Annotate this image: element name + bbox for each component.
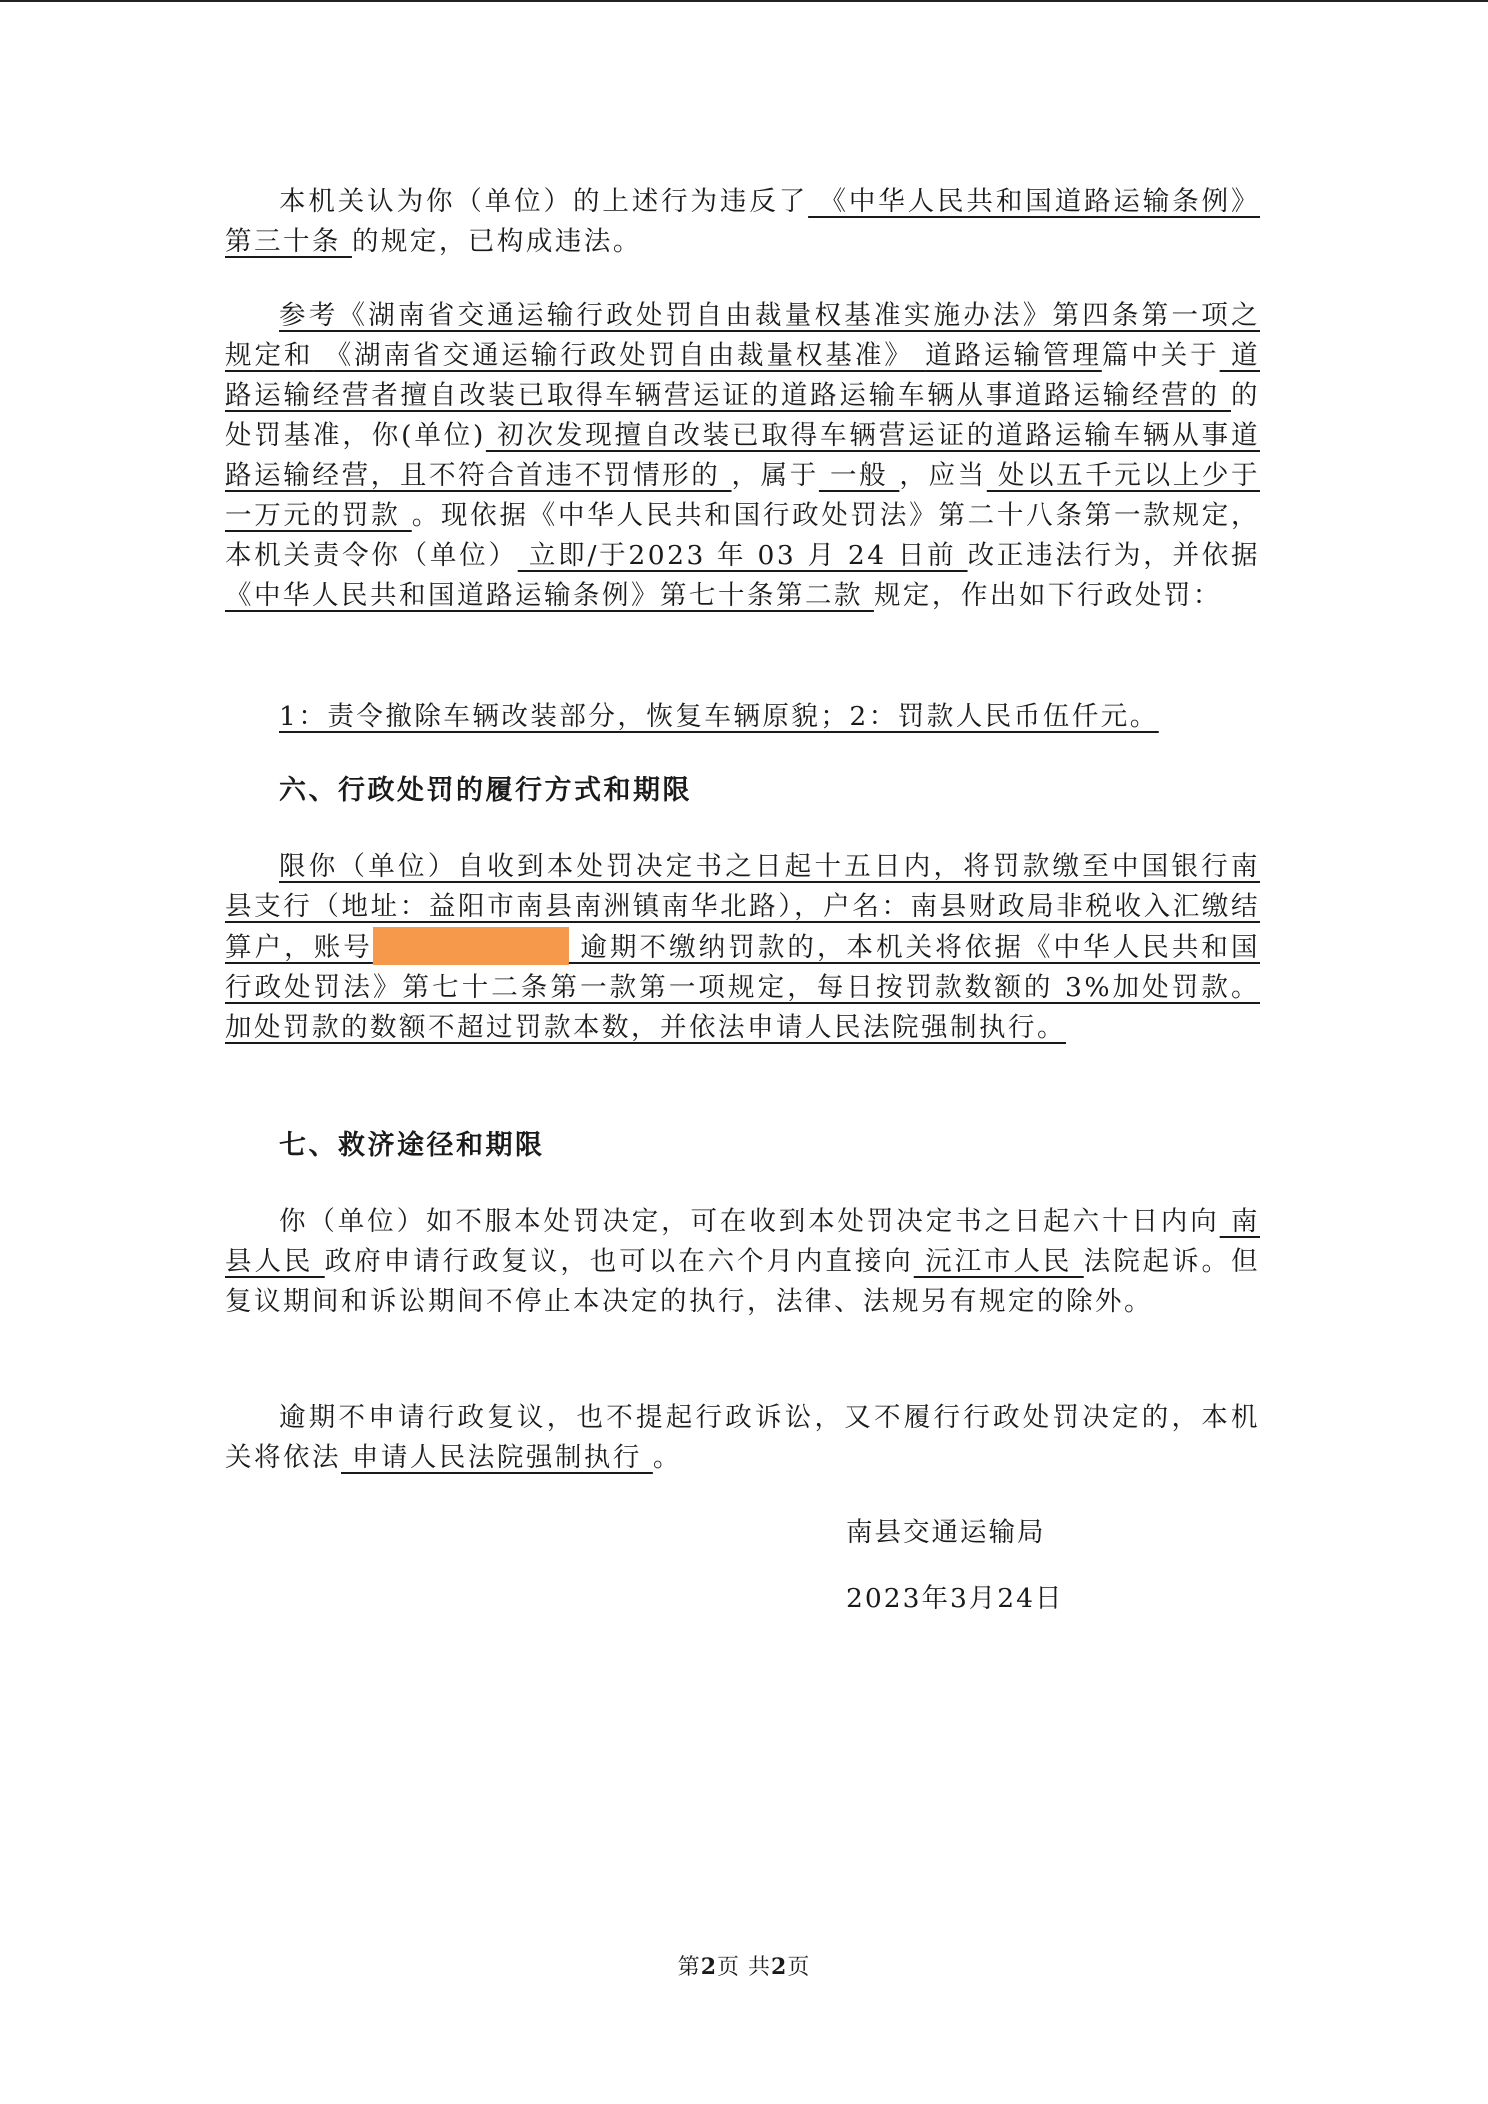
penalty-decision <box>225 697 1260 737</box>
issue-date: 2023年3月24日 <box>846 1583 1064 1614</box>
penalty-basis-paragraph <box>225 296 1260 616</box>
page-top-border <box>0 0 1488 2</box>
discretion-standard: 《湖南省交通运输行政处罚自由裁量权基准》 <box>313 340 926 371</box>
penalty-law: 《中华人民共和国道路运输条例》第七十条第二款 <box>225 580 874 611</box>
text: 政府申请行政复议，也可以在六个月内直接向 <box>324 1246 914 1277</box>
section-heading-remedy: 七、救济途径和期限 <box>279 1130 545 1161</box>
text: 篇中关于 <box>1101 340 1220 371</box>
section-heading-execution: 六、行政处罚的履行方式和期限 <box>279 775 692 806</box>
remedy-paragraph <box>225 1202 1260 1322</box>
late-payment-clause: 逾期不缴纳罚款的，本机关将依据《中华人民共和国行政处罚法》第七十二条第一款第一项规定，每日按罚款数额的 3%加处罚款。加处罚款的数额不超过罚款本数，并依法申请人民法院强制执行。 <box>225 932 1260 1043</box>
violation-item: 道路运输经营者擅自改装已取得车辆营运证的道路运输车辆从事道路运输经营的 <box>225 340 1260 411</box>
text: 规定，作出如下行政处罚： <box>873 580 1222 611</box>
correction-deadline: 立即/于2023 年 03 月 24 日前 <box>517 540 968 571</box>
enforcement-action: 申请人民法院强制执行 <box>341 1442 653 1473</box>
court-name: 沅江市人民 <box>913 1246 1084 1277</box>
issuing-authority: 南县交通运输局 <box>846 1517 1046 1548</box>
text: 。现依据《中华人民共和国行政处罚法》第二十八条第一款规定，本机关责令你（单位） <box>225 500 1260 571</box>
decision-text: 1：责令撤除车辆改装部分，恢复车辆原貌；2：罚款人民币伍仟元。 <box>279 701 1159 732</box>
text: ，应当 <box>899 460 987 491</box>
circumstance: 初次发现擅自改装已取得车辆营运证的道路运输车辆从事道路运输经营，且不符合首违不罚情形的 <box>225 420 1260 491</box>
account-number-redaction <box>373 927 569 965</box>
review-authority: 南县人民 <box>225 1206 1260 1277</box>
text: 第 <box>677 1955 701 1980</box>
violated-law: 《中华人民共和国道路运输条例》第三十条 <box>225 186 1260 257</box>
payment-instructions: 限你（单位）自收到本处罚决定书之日起十五日内，将罚款缴至中国银行南县支行（地址：益阳市南县南洲镇南华北路），户名：南县财政局非税收入汇缴结算户，账号 <box>225 851 1260 963</box>
chapter: 道路运输管理 <box>925 340 1102 371</box>
text: 页 共 <box>717 1955 771 1980</box>
text: 的规定，已构成违法。 <box>351 226 642 257</box>
payment-paragraph <box>225 847 1260 1048</box>
text: 改正违法行为，并依据 <box>967 540 1261 571</box>
text: 本机关认为你（单位）的上述行为违反了 <box>279 186 809 217</box>
text: ，属于 <box>731 460 819 491</box>
page-number <box>0 1952 1488 1983</box>
current-page: 2 <box>700 1954 717 1980</box>
text: 你（单位）如不服本处罚决定，可在收到本处罚决定书之日起六十日内向 <box>279 1206 1220 1237</box>
enforcement-paragraph <box>225 1398 1260 1478</box>
total-pages: 2 <box>771 1954 788 1980</box>
text: 逾期不申请行政复议，也不提起行政诉讼，又不履行行政处罚决定的，本机关将依法 <box>225 1402 1260 1473</box>
discretion-rule: 参考《湖南省交通运输行政处罚自由裁量权基准实施办法》第四条第一项之规定和 <box>225 300 1260 371</box>
text: 法院起诉。但复议期间和诉讼期间不停止本决定的执行，法律、法规另有规定的除外。 <box>225 1246 1261 1317</box>
severity-level: 一般 <box>818 460 900 491</box>
violation-paragraph <box>225 182 1260 262</box>
text: 页 <box>787 1955 811 1980</box>
text: 的处罚基准，你(单位) <box>225 380 1260 451</box>
penalty-range: 处以五千元以上少于一万元的罚款 <box>225 460 1261 531</box>
text: 。 <box>652 1442 682 1473</box>
